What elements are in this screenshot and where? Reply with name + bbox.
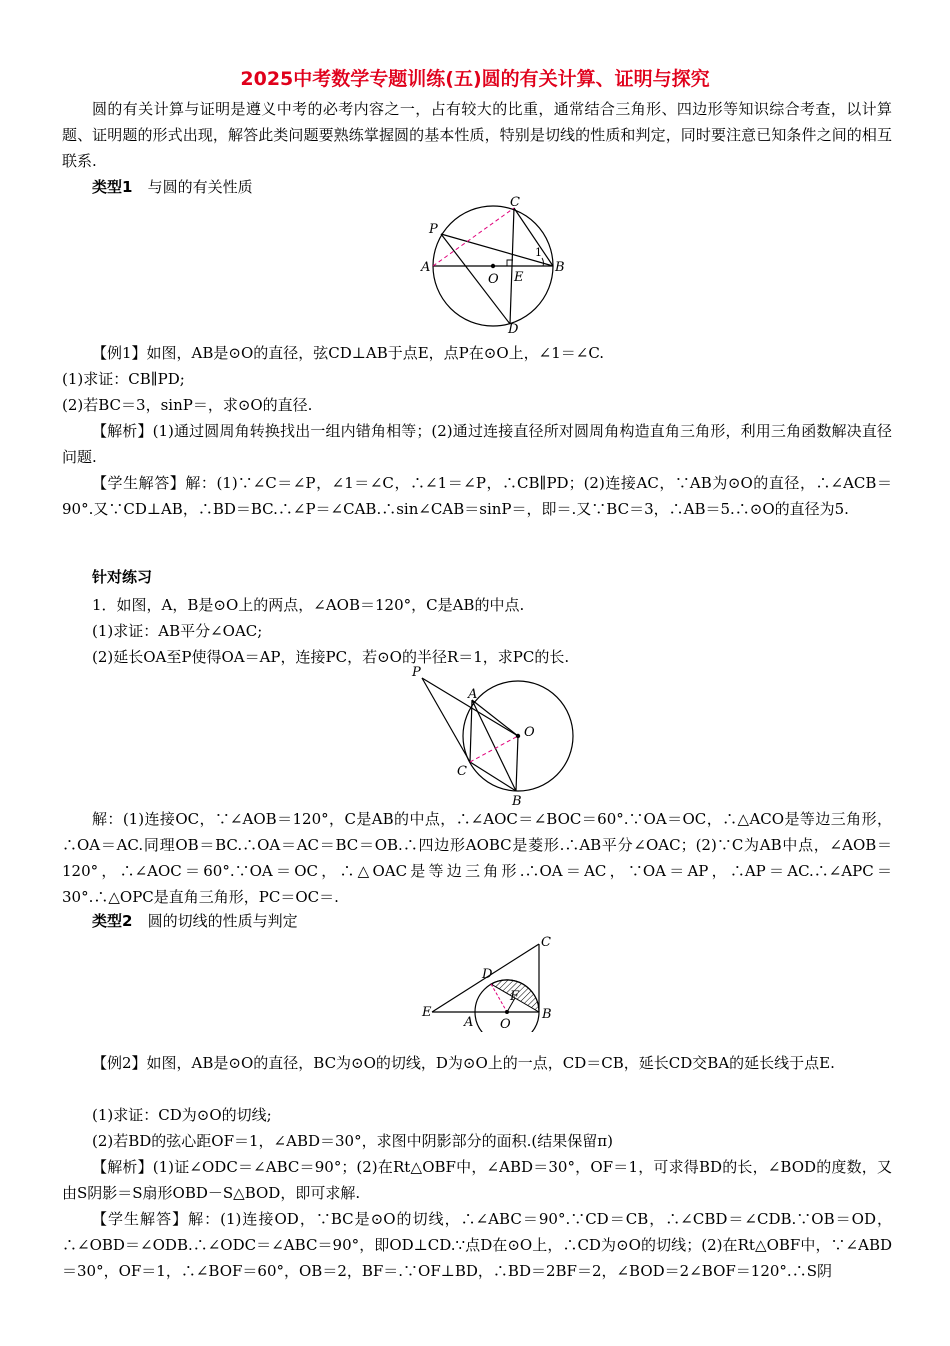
label-e: E: [514, 270, 524, 285]
label-f: F: [510, 989, 520, 1004]
example2-question: 【例2】如图，AB是⊙O的直径，BC为⊙O的切线，D为⊙O上的一点，CD＝CB，延长CD交BA的延长线于点E.: [92, 1054, 835, 1072]
practice-question: 1．如图，A，B是⊙O上的两点，∠AOB＝120°，C是AB的中点.: [92, 596, 525, 614]
label-c: C: [457, 764, 467, 779]
center-point: [491, 264, 495, 268]
label-c: C: [510, 196, 520, 210]
practice-part2: (2)延长OA至P使得OA＝AP，连接PC，若⊙O的半径R＝1，求PC的长.: [92, 648, 570, 666]
segment-cb: [514, 208, 553, 266]
figure-3-tangent-diagram: [420, 932, 570, 1032]
practice-heading: 针对练习: [92, 568, 153, 586]
example1-question: 【例1】如图，AB是⊙O的直径，弦CD⊥AB于点E，点P在⊙O上，∠1＝∠C.: [92, 344, 605, 362]
segment-ao: [472, 700, 518, 736]
label-angle-1: 1: [535, 246, 542, 259]
label-b: B: [512, 794, 522, 806]
dashed-ac: [433, 208, 514, 266]
practice-part1: (1)求证：AB平分∠OAC;: [92, 622, 263, 640]
label-o: O: [500, 1017, 511, 1032]
segment-ob: [516, 736, 518, 791]
type2-heading: [92, 910, 298, 931]
center-point: [505, 1010, 509, 1014]
practice-answer: 解：(1)连接OC，∵∠AOB＝120°，C是AB的中点，∴∠AOC＝∠BOC＝60°.∵OA＝OC，∴△ACO是等边三角形，∴OA＝AC.同理OB＝BC.∴OA＝AC＝BC＝OB.∴四边形AOBC是菱形.∴AB平分∠OAC；(2)∵C为AB中点，∠AOB＝120°，∴∠AOC＝60°.∵OA＝OC，∴△OAC是等边三角形.∴OA＝AC，∵OA＝AP，∴AP＝AC.∴∠APC＝30°.∴△OPC是直角三角形，PC＝OC＝.: [62, 810, 892, 906]
label-d: D: [508, 322, 519, 336]
type1-heading: [92, 176, 253, 197]
label-o: O: [488, 272, 499, 287]
label-b: B: [555, 260, 565, 275]
example2-answer: 【学生解答】解：(1)连接OD，∵BC是⊙O的切线，∴∠ABC＝90°.∵CD＝CB，∴∠CBD＝∠CDB.∵OB＝OD，∴∠OBD＝∠ODB.∴∠ODC＝∠ABC＝90°，即OD⊥CD.∵点D在⊙O上，∴CD为⊙O的切线；(2)在Rt△OBF中，∵∠ABD＝30°，OF＝1，∴∠BOF＝60°，OB＝2，BF＝.∵OF⊥BD，∴BD＝2BF＝2，∠BOD＝2∠BOF＝120°.∴S阴: [62, 1210, 892, 1280]
example1-part1: (1)求证：CB∥PD;: [62, 370, 185, 388]
label-c: C: [541, 935, 551, 950]
label-a: A: [464, 1015, 474, 1030]
type1-title: 与圆的有关性质: [147, 178, 253, 196]
label-b: B: [542, 1007, 552, 1022]
dashed-oc: [470, 736, 518, 762]
label-p: P: [429, 222, 438, 237]
angle-1-arc: [542, 258, 543, 266]
label-o: O: [524, 725, 535, 740]
example2-analysis: 【解析】(1)证∠ODC＝∠ABC＝90°；(2)在Rt△OBF中，∠ABD＝30°，OF＝1，可求得BD的长，∠BOD的度数，又由S阴影＝S扇形OBD－S△BOD，即可求解.: [62, 1158, 892, 1202]
type2-title: 圆的切线的性质与判定: [147, 912, 298, 930]
example2-part2: (2)若BD的弦心距OF＝1，∠ABD＝30°，求图中阴影部分的面积.(结果保留π): [92, 1132, 613, 1150]
center-point: [516, 734, 520, 738]
type1-label: 类型1: [92, 178, 133, 196]
figure-2-circle-diagram: [402, 664, 582, 806]
label-p: P: [412, 665, 421, 680]
segment-pd: [441, 234, 510, 324]
label-d: D: [482, 967, 493, 982]
label-a: A: [421, 260, 431, 275]
figure-1-circle-diagram: [418, 196, 568, 336]
label-a: A: [468, 687, 478, 702]
example1-answer: 【学生解答】解：(1)∵∠C＝∠P，∠1＝∠C，∴∠1＝∠P，∴CB∥PD；(2)连接AC，∵AB为⊙O的直径，∴∠ACB＝90°.又∵CD⊥AB，∴BD＝BC.∴∠P＝∠CAB.∴sin∠CAB＝sinP＝，即＝.又∵BC＝3，∴AB＝5.∴⊙O的直径为5.: [62, 474, 892, 518]
type2-label: 类型2: [92, 912, 133, 930]
intro-paragraph: 圆的有关计算与证明是遵义中考的必考内容之一，占有较大的比重，通常结合三角形、四边形等知识综合考查，以计算题、证明题的形式出现，解答此类问题要熟练掌握圆的基本性质，特别是切线的性质和判定，同时要注意已知条件之间的相互联系.: [62, 100, 892, 170]
page-title: 2025中考数学专题训练(五)圆的有关计算、证明与探究: [240, 68, 710, 90]
example1-analysis: 【解析】(1)通过圆周角转换找出一组内错角相等；(2)通过连接直径所对圆周角构造直角三角形，利用三角函数解决直径问题.: [62, 422, 892, 466]
segment-pc: [422, 678, 470, 762]
example1-part2: (2)若BC＝3，sinP＝，求⊙O的直径.: [62, 396, 313, 414]
label-e: E: [422, 1005, 432, 1020]
example2-part1: (1)求证：CD为⊙O的切线;: [92, 1106, 272, 1124]
